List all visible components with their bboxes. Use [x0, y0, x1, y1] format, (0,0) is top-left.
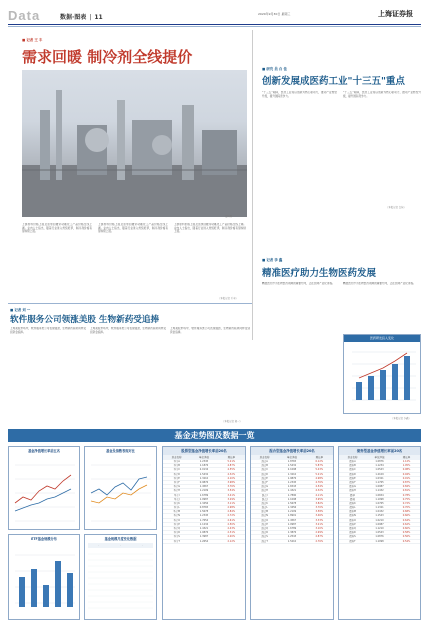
table-cell: 1.1098	[375, 497, 384, 501]
table-cell: 0.56%	[402, 535, 411, 539]
table-cell: 1.9876	[287, 476, 297, 480]
table-cell: 债券H	[349, 489, 356, 493]
table-cell: 1.5210	[287, 539, 297, 543]
software-body-col3: 上周美股市场中，软件服务类公司表现强劲，生物新药板块同样受到资金追捧。	[170, 327, 250, 334]
table-cell: 3.76%	[227, 485, 236, 489]
table-cell: 债券E	[349, 476, 356, 480]
table-cell: 混合J	[261, 497, 268, 501]
table-cell: 1.0876	[375, 460, 384, 463]
right-mid-body-col1: 精准医疗作为生物医药领域的重要方向，正在加速产业化进程。	[262, 282, 335, 285]
table-cell: 混合H	[261, 489, 268, 493]
right-mid-kicker: ■ 记者 李 鑫	[262, 258, 283, 262]
table-cell: 3.82%	[315, 501, 324, 505]
table-cell: 债券G	[349, 485, 356, 489]
table-cell: 2.61%	[227, 518, 236, 522]
table-cell: 1.6543	[287, 485, 297, 489]
table-cell: 1.1098	[375, 539, 384, 543]
right-top-body-col1: “十三五”期间，医药工业将以创新为核心驱动力，推动产业转型升级，提升国际竞争力。	[262, 91, 337, 98]
table-cell: 0.70%	[402, 506, 411, 510]
table-cell: 2.72%	[227, 514, 236, 518]
table-cell: 1.4321	[287, 489, 297, 493]
table-cell: 1.2345	[199, 514, 209, 518]
table-cell: 债券A	[349, 460, 356, 463]
small-chart-2	[84, 446, 157, 530]
table-cell: 1.1321	[375, 506, 384, 510]
table-cell: 0.62%	[402, 522, 411, 526]
table-cell: 债券J	[349, 497, 356, 501]
table-cell: 6.12%	[315, 460, 324, 463]
table-cell: 债券C	[349, 468, 356, 472]
table-cell: 0.87%	[402, 480, 411, 484]
lead-body-col3: 上游原料价格上涨及需求回暖带动氟化工产品价格全线上调。业内人士指出，随着行业进入传统旺季，制冷剂价格有望持续上涨。	[174, 223, 246, 234]
table-cell: 3.58%	[315, 510, 324, 514]
table-cell: 1.5432	[287, 464, 297, 468]
fund-table-1	[162, 446, 246, 620]
table-cell: 债券P	[349, 522, 356, 526]
table-cell: 1.2109	[375, 472, 384, 476]
fund-table-3	[338, 446, 421, 620]
table-cell: 债券Q	[349, 527, 356, 530]
table-cell: 混合S	[261, 535, 268, 539]
table-cell: 1.0543	[375, 468, 384, 472]
table-cell: 基金L	[173, 506, 180, 510]
table-cell: 基金F	[173, 480, 180, 484]
table-cell: 3.98%	[227, 480, 236, 484]
table-cell: 1.7890	[287, 493, 297, 497]
table-cell: 基金S	[173, 535, 180, 539]
table-cell: 1.0543	[375, 531, 384, 535]
table-cell: 3.33%	[315, 518, 324, 522]
table-cell: 2.31%	[227, 531, 236, 535]
table-cell: 1.1210	[375, 527, 384, 530]
right-top-kicker: ■ 研究 员 白 佳	[262, 67, 287, 71]
table-cell: 1.4567	[199, 485, 209, 489]
rd-chart-svg	[344, 342, 420, 413]
table-cell: 3.70%	[315, 506, 324, 510]
small-chart-1-title: 基金净值增长率前五名	[28, 449, 60, 453]
table-cell: 债券L	[349, 506, 356, 510]
table-cell: 3.21%	[315, 522, 324, 526]
table-cell: 4.55%	[227, 468, 236, 472]
table-cell: 2.0134	[199, 468, 209, 472]
table-cell: 基金P	[173, 522, 180, 526]
table-cell: 混合D	[261, 472, 268, 476]
table-cell: 0.78%	[402, 493, 411, 497]
table-cell: 债券N	[349, 514, 356, 518]
table-cell: 1.5678	[199, 510, 209, 514]
lead-body-col1: 上游原料价格上涨及需求回暖带动氟化工产品价格全线上调。业内人士指出，随着行业进入传统旺季，制冷剂价格有望持续上涨。	[22, 223, 92, 234]
table-cell: 0.66%	[402, 514, 411, 518]
table-cell: 混合P	[261, 522, 268, 526]
table-cell: 5.21%	[227, 460, 236, 463]
table-cell: 基金J	[173, 497, 180, 501]
table-cell: 基金A	[173, 460, 180, 463]
table-cell: 3.95%	[315, 497, 324, 501]
table-cell: 1.8901	[287, 514, 297, 518]
table-cell: 3.46%	[315, 514, 324, 518]
small-chart-3-title: ETF基金规模分布	[31, 537, 57, 541]
right-mid-byline: （本报记者 李鑫）	[391, 417, 411, 420]
table-cell: 3.11%	[227, 501, 236, 505]
table-cell: 0.9876	[199, 480, 209, 484]
table-cell: 0.54%	[402, 539, 411, 543]
table-cell: 1.12%	[402, 460, 411, 463]
newspaper-logo: 上海证券报	[378, 9, 413, 18]
table-cell: 1.1543	[375, 514, 384, 518]
table-cell: 2.43%	[227, 527, 236, 530]
table-cell: 债券M	[349, 510, 356, 514]
table-cell: 0.84%	[402, 485, 411, 489]
table-cell: 1.2345	[199, 460, 209, 463]
table-cell: 4.76%	[315, 480, 324, 484]
table-cell: 混合K	[261, 501, 268, 505]
table-cell: 基金B	[173, 464, 180, 468]
fund-table-3-body	[339, 460, 420, 544]
table-row	[339, 540, 420, 544]
table-cell: 1.0765	[375, 501, 384, 505]
software-title: 软件服务公司领涨美股 生物新药受追捧	[10, 315, 160, 325]
small-chart-2-title: 基金及指数表现对比	[106, 449, 135, 453]
table-cell: 1.5678	[287, 501, 297, 505]
table-cell: 基金N	[173, 514, 180, 518]
table-cell: 1.3876	[287, 531, 297, 535]
table-cell: 1.6789	[199, 493, 209, 497]
table-cell: 债券R	[349, 531, 356, 535]
table-cell: 3.29%	[227, 497, 236, 501]
table-cell: 基金C	[173, 468, 180, 472]
small-chart-4-svg	[85, 550, 156, 616]
table-cell: 债券S	[349, 535, 356, 539]
small-chart-4	[84, 534, 157, 620]
table-cell: 0.72%	[402, 501, 411, 505]
table-cell: 1.3987	[199, 535, 209, 539]
table-cell: 混合Q	[261, 527, 268, 530]
small-chart-2-svg	[85, 453, 156, 529]
section-rule	[8, 303, 252, 304]
table-cell: 混合I	[261, 493, 268, 497]
table-cell: 混合C	[261, 468, 268, 472]
table-cell: 1.7654	[199, 518, 209, 522]
table-cell: 基金Q	[173, 527, 180, 530]
table-cell: 基金O	[173, 518, 180, 522]
table-cell: 1.1432	[375, 489, 384, 493]
table-cell: 基金R	[173, 531, 180, 535]
table-cell: 4.32%	[227, 472, 236, 476]
table-cell: 混合A	[261, 460, 268, 463]
header-rule	[8, 24, 421, 25]
table-cell: 混合E	[261, 476, 268, 480]
table-cell: 0.98%	[402, 468, 411, 472]
table-cell: 债券I	[349, 493, 356, 497]
fund-table-1-body	[163, 460, 245, 544]
table-cell: 1.1765	[375, 480, 384, 484]
table-cell: 0.75%	[402, 497, 411, 501]
table-cell: 混合L	[261, 506, 268, 510]
table-cell: 1.0987	[375, 522, 384, 526]
table-cell: 4.10%	[227, 476, 236, 480]
table-cell: 1.05%	[402, 464, 411, 468]
table-cell: 混合T	[261, 539, 268, 543]
lead-body-col2: 上游原料价格上涨及需求回暖带动氟化工产品价格全线上调。业内人士指出，随着行业进入传统旺季，制冷剂价格有望持续上涨。	[98, 223, 168, 234]
table-cell: 5.21%	[315, 472, 324, 476]
table-cell: 2.87%	[315, 535, 324, 539]
fund-table-2	[250, 446, 334, 620]
table-cell: 债券K	[349, 501, 356, 505]
small-chart-3-svg	[9, 541, 79, 619]
table-cell: 4.54%	[315, 485, 324, 489]
table-cell: 1.3456	[287, 506, 297, 510]
fund-section-band: 基金走势图及数据一览	[8, 429, 421, 442]
table-cell: 基金H	[173, 489, 180, 493]
factory-image	[22, 70, 247, 217]
table-cell: 1.4567	[287, 518, 297, 522]
lead-photo	[22, 70, 247, 217]
small-chart-1-svg	[9, 453, 79, 529]
small-chart-4-title: 基金规模月度变化数据	[104, 537, 137, 541]
table-cell: 混合N	[261, 514, 268, 518]
table-cell: 1.2345	[287, 480, 297, 484]
table-cell: 1.0876	[199, 531, 209, 535]
table-cell: 1.0210	[375, 518, 384, 522]
fund-table-1-title: 股票型基金净值增长率前20名	[163, 447, 245, 455]
table-cell: 3.54%	[227, 489, 236, 493]
right-mid-body-col2: 精准医疗作为生物医药领域的重要方向，正在加速产业化进程。	[343, 282, 416, 285]
table-cell: 0.58%	[402, 531, 411, 535]
table-cell: 3.41%	[227, 493, 236, 497]
table-cell: 1.0321	[375, 476, 384, 480]
table-cell: 1.2543	[287, 535, 297, 539]
table-cell: 1.0987	[375, 485, 384, 489]
fund-table-2-title: 混合型基金净值增长率前20名	[251, 447, 333, 455]
lead-kicker: ■ 记者 王 丰	[22, 38, 43, 42]
table-cell: 混合R	[261, 531, 268, 535]
table-cell: 混合O	[261, 518, 268, 522]
section-title: 数据·图表 | 11	[60, 14, 103, 21]
small-chart-4-header: · · ·	[88, 543, 153, 548]
table-cell: 债券B	[349, 464, 356, 468]
table-cell: 基金D	[173, 472, 180, 476]
table-cell: 1.4321	[199, 527, 209, 530]
table-cell: 0.8765	[199, 506, 209, 510]
lead-byline: （本报记者 王丰）	[218, 297, 238, 300]
table-cell: 1.1234	[199, 522, 209, 526]
small-chart-1	[8, 446, 80, 530]
software-body-col1: 上周美股市场中，软件服务类公司表现强劲，生物新药板块同样受到资金追捧。	[10, 327, 86, 334]
table-cell: 债券D	[349, 472, 356, 476]
table-cell: 0.81%	[402, 489, 411, 493]
issue-meta: 2020年9月30日 星期三	[258, 12, 291, 16]
table-cell: 1.5432	[199, 472, 209, 476]
table-cell: 2.12%	[227, 539, 236, 543]
table-cell: 1.8765	[287, 460, 297, 463]
right-top-byline: （本报记者 白佳）	[386, 206, 406, 209]
fund-table-2-header: 基金名称 单位净值 增长率	[251, 455, 333, 460]
table-cell: 2.99%	[315, 531, 324, 535]
table-cell: 1.6789	[287, 527, 297, 530]
table-cell: 1.1098	[287, 497, 297, 501]
fund-table-1-header: 基金名称 单位净值 增长率	[163, 455, 245, 460]
masthead-word: Data	[8, 8, 41, 23]
table-cell: 2.98%	[227, 506, 236, 510]
software-byline: （本报记者 刘一）	[222, 420, 242, 423]
lead-photo-caption: 资料图	[225, 215, 233, 218]
table-row	[163, 540, 245, 544]
table-cell: 2.50%	[227, 522, 236, 526]
table-cell: 1.0432	[375, 510, 384, 514]
table-cell: 基金M	[173, 510, 181, 514]
table-cell: 4.11%	[315, 493, 324, 497]
table-cell: 1.0987	[199, 497, 209, 501]
table-cell: 0.91%	[402, 476, 411, 480]
header-rule-2	[8, 26, 421, 27]
fund-table-2-body	[251, 460, 333, 544]
table-cell: 0.94%	[402, 472, 411, 476]
table-cell: 2.1098	[287, 468, 297, 472]
table-cell: 3.10%	[315, 527, 324, 530]
table-cell: 1.3210	[199, 476, 209, 480]
software-kicker: ■ 记者 刘 一	[10, 308, 31, 312]
table-cell: 4.32%	[315, 489, 324, 493]
table-cell: 2.76%	[315, 539, 324, 543]
table-cell: 债券T	[349, 539, 356, 543]
table-cell: 1.1876	[199, 464, 209, 468]
table-cell: 混合G	[261, 485, 268, 489]
table-cell: 1.0876	[375, 535, 384, 539]
table-cell: 0.68%	[402, 510, 411, 514]
software-body-col2: 上周美股市场中，软件服务类公司表现强劲，生物新药板块同样受到资金追捧。	[90, 327, 166, 334]
table-cell: 2.20%	[227, 535, 236, 539]
table-cell: 债券F	[349, 480, 356, 484]
table-cell: 1.1234	[375, 464, 384, 468]
table-cell: 4.87%	[227, 464, 236, 468]
table-cell: 4.98%	[315, 476, 324, 480]
fund-table-3-header: 基金名称 单位净值 增长率	[339, 455, 420, 460]
table-cell: 1.3456	[199, 501, 209, 505]
table-cell: 1.2109	[199, 489, 209, 493]
table-cell: 混合F	[261, 480, 268, 484]
table-cell: 1.0987	[287, 522, 297, 526]
table-cell: 5.87%	[315, 464, 324, 468]
table-cell: 混合B	[261, 464, 268, 468]
table-cell: 0.64%	[402, 518, 411, 522]
table-cell: 0.60%	[402, 527, 411, 530]
right-top-body-col2: “十三五”期间，医药工业将以创新为核心驱动力，推动产业转型升级，提升国际竞争力。	[343, 91, 421, 98]
rd-chart-title: 医药研发投入变化	[344, 335, 420, 342]
table-cell: 基金T	[173, 539, 180, 543]
fund-table-3-title: 债券型基金净值增长率前20名	[339, 447, 420, 455]
table-cell: 基金E	[173, 476, 180, 480]
table-cell: 1.2109	[287, 510, 297, 514]
lead-title: 需求回暖 制冷剂全线提价	[22, 48, 193, 66]
table-cell: 基金G	[173, 485, 180, 489]
rd-chart	[343, 334, 421, 414]
table-cell: 1.3210	[287, 472, 297, 476]
table-cell: 混合M	[261, 510, 269, 514]
small-chart-3	[8, 534, 80, 620]
table-cell: 基金K	[173, 501, 180, 505]
column-divider	[252, 30, 253, 340]
table-cell: 1.0654	[375, 493, 384, 497]
right-mid-title: 精准医疗助力生物医药发展	[262, 268, 377, 279]
table-cell: 2.84%	[227, 510, 236, 514]
table-cell: 基金I	[173, 493, 180, 497]
table-cell: 5.43%	[315, 468, 324, 472]
table-row	[251, 540, 333, 544]
table-cell: 债券O	[349, 518, 356, 522]
right-top-title: 创新发展成医药工业"十三五"重点	[262, 76, 405, 87]
table-cell: 1.2654	[199, 539, 209, 543]
